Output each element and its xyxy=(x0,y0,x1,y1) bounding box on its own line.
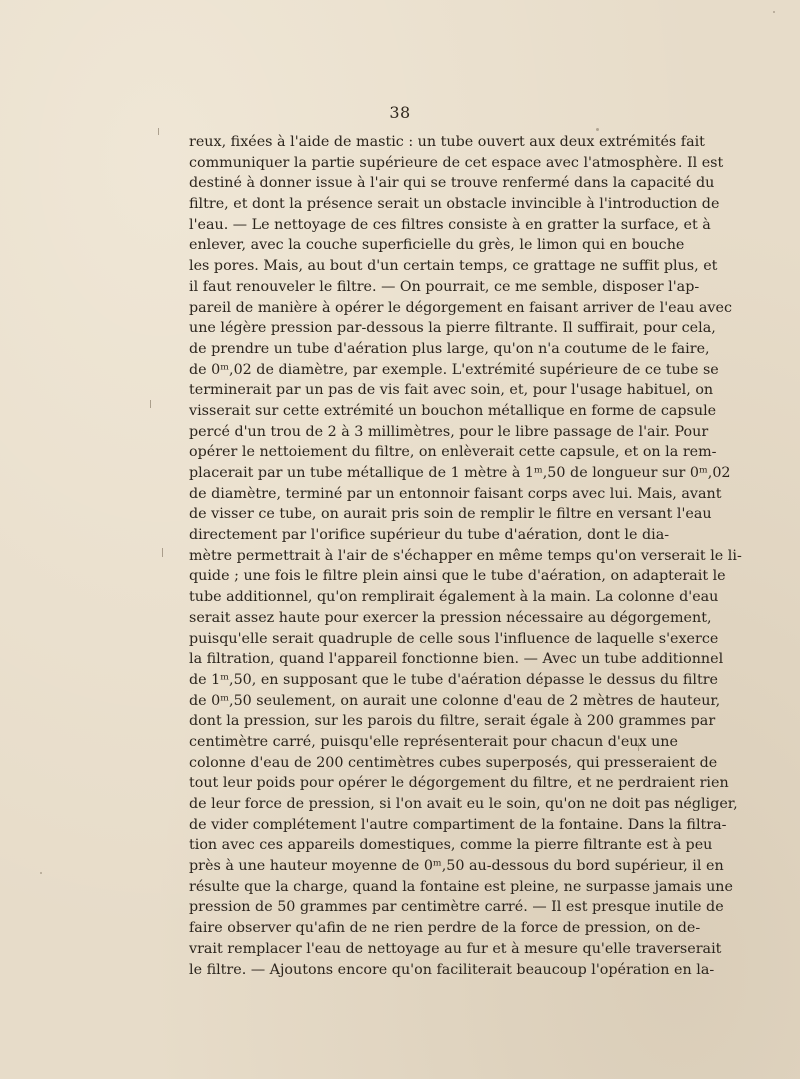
text-line: l'eau. — Le nettoyage de ces filtres consiste à en gratter la surface, et à xyxy=(189,216,711,233)
text-line: terminerait par un pas de vis fait avec soin, et, pour l'usage habituel, on xyxy=(189,382,714,399)
text-line: la filtration, quand l'appareil fonctionne bien. — Avec un tube additionnel xyxy=(189,651,724,668)
text-line: de 1ᵐ,50, en supposant que le tube d'aération dépasse le dessus du filtre xyxy=(189,671,719,688)
text-line: colonne d'eau de 200 centimètres cubes superposés, qui presseraient de xyxy=(189,754,718,771)
text-line: de 0ᵐ,02 de diamètre, par exemple. L'extrémité supérieure de ce tube se xyxy=(189,361,719,378)
text-line: de leur force de pression, si l'on avait eu le soin, qu'on ne doit pas négliger, xyxy=(189,796,738,812)
text-line: près à une hauteur moyenne de 0ᵐ,50 au-dessous du bord supérieur, il en xyxy=(189,858,724,875)
text-line: de prendre un tube d'aération plus large, qu'on n'a coutume de le faire, xyxy=(189,340,710,357)
text-line: percé d'un trou de 2 à 3 millimètres, pour le libre passage de l'air. Pour xyxy=(189,423,709,440)
margin-mark xyxy=(158,128,159,135)
text-line: de visser ce tube, on aurait pris soin de remplir le filtre en versant l'eau xyxy=(189,506,712,523)
text-line: placerait par un tube métallique de 1 mètre à 1ᵐ,50 de longueur sur 0ᵐ,02 xyxy=(189,465,731,481)
text-line: les pores. Mais, au bout d'un certain temps, ce grattage ne suffit plus, et xyxy=(189,258,718,275)
text-line: tion avec ces appareils domestiques, comme la pierre filtrante est à peu xyxy=(189,837,713,854)
text-line: visserait sur cette extrémité un bouchon métallique en forme de capsule xyxy=(189,402,717,419)
text-line: opérer le nettoiement du filtre, on enlèverait cette capsule, et on la rem- xyxy=(189,444,717,461)
text-line: serait assez haute pour exercer la pression nécessaire au dégorgement, xyxy=(189,609,712,626)
text-line: centimètre carré, puisqu'elle représenterait pour chacun d'eux une xyxy=(189,733,678,750)
text-line: destiné à donner issue à l'air qui se trouve renfermé dans la capacité du xyxy=(189,175,715,192)
text-line: résulte que la charge, quand la fontaine est pleine, ne surpasse jamais une xyxy=(189,878,733,895)
text-line: dont la pression, sur les parois du filtre, serait égale à 200 grammes par xyxy=(189,713,716,730)
text-line: de diamètre, terminé par un entonnoir faisant corps avec lui. Mais, avant xyxy=(189,485,722,502)
text-line: pareil de manière à opérer le dégorgement en faisant arriver de l'eau avec xyxy=(189,299,732,316)
text-line: le filtre. — Ajoutons encore qu'on faciliterait beaucoup l'opération en la- xyxy=(189,961,715,978)
text-line: reux, fixées à l'aide de mastic : un tube ouvert aux deux extrémités fait xyxy=(189,134,705,150)
text-line: il faut renouveler le filtre. — On pourrait, ce me semble, disposer l'ap- xyxy=(189,278,700,295)
paper-speck xyxy=(596,128,599,131)
text-line: puisqu'elle serait quadruple de celle sous l'influence de laquelle s'exerce xyxy=(189,630,719,647)
page-number: 38 xyxy=(389,103,411,122)
text-line: de 0ᵐ,50 seulement, on aurait une colonne d'eau de 2 mètres de hauteur, xyxy=(189,692,721,709)
text-line: pression de 50 grammes par centimètre carré. — Il est presque inutile de xyxy=(189,899,724,916)
text-line: tout leur poids pour opérer le dégorgement du filtre, et ne perdraient rien xyxy=(189,775,729,792)
paper-speck xyxy=(40,872,42,874)
text-line: filtre, et dont la présence serait un obstacle invincible à l'introduction de xyxy=(189,196,720,213)
text-line: une légère pression par-dessous la pierre filtrante. Il suffirait, pour cela, xyxy=(189,320,716,337)
text-line: tube additionnel, qu'on remplirait également à la main. La colonne d'eau xyxy=(189,589,719,606)
text-line: enlever, avec la couche superficielle du grès, le limon qui en bouche xyxy=(189,237,685,254)
text-line: faire observer qu'afin de ne rien perdre de la force de pression, on de- xyxy=(189,920,701,937)
text-line: vrait remplacer l'eau de nettoyage au fur et à mesure qu'elle traverserait xyxy=(189,940,722,957)
text-line: communiquer la partie supérieure de cet espace avec l'atmosphère. Il est xyxy=(189,154,724,171)
text-line: de vider complétement l'autre compartiment de la fontaine. Dans la filtra- xyxy=(189,816,727,833)
text-line: quide ; une fois le filtre plein ainsi que le tube d'aération, on adapterait le xyxy=(189,568,726,585)
margin-mark xyxy=(162,548,163,557)
margin-mark xyxy=(150,400,151,408)
body-text xyxy=(189,132,742,980)
text-line: directement par l'orifice supérieur du tube d'aération, dont le dia- xyxy=(189,527,670,544)
text-line: mètre permettrait à l'air de s'échapper en même temps qu'on verserait le li- xyxy=(189,547,742,564)
paper-speck xyxy=(773,11,775,13)
